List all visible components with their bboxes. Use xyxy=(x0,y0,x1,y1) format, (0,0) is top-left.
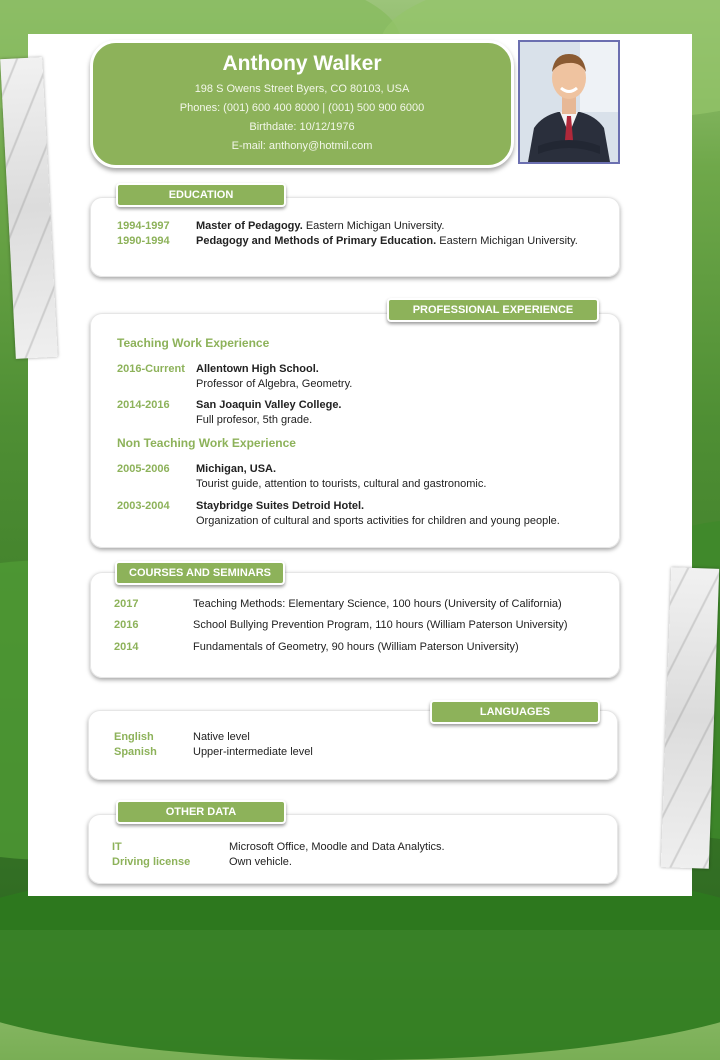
other-value: Microsoft Office, Moodle and Data Analytics. xyxy=(229,841,445,853)
education-years: 1994-1997 xyxy=(117,220,170,232)
phones: Phones: (001) 600 400 8000 | (001) 500 900 6000 xyxy=(179,102,425,114)
language-name: English xyxy=(114,731,154,743)
candidate-name: Anthony Walker xyxy=(222,52,382,75)
job-years: 2014-2016 xyxy=(117,399,170,411)
non-teaching-subtitle: Non Teaching Work Experience xyxy=(117,436,296,450)
other-key: IT xyxy=(112,841,122,853)
education-years: 1990-1994 xyxy=(117,235,170,247)
job-place: Staybridge Suites Detroid Hotel. xyxy=(196,500,365,512)
languages-title: LANGUAGES xyxy=(430,700,600,724)
email: E-mail: anthony@hotmil.com xyxy=(231,140,373,152)
other-key: Driving license xyxy=(112,856,191,868)
job-desc: Tourist guide, attention to tourists, cultural and gastronomic. xyxy=(196,478,487,490)
job-years: 2003-2004 xyxy=(117,500,170,512)
other-value: Own vehicle. xyxy=(229,856,292,868)
job-place: Allentown High School. xyxy=(196,363,319,375)
job-desc: Professor of Algebra, Geometry. xyxy=(196,378,353,390)
language-name: Spanish xyxy=(114,746,157,758)
job-desc: Full profesor, 5th grade. xyxy=(196,414,313,426)
course-year: 2017 xyxy=(114,598,139,610)
job-place: Michigan, USA. xyxy=(196,463,277,475)
course-year: 2014 xyxy=(114,641,139,653)
birthdate: Birthdate: 10/12/1976 xyxy=(249,121,355,133)
course-desc: Teaching Methods: Elementary Science, 100 hours (University of California) xyxy=(193,598,562,610)
education-entry: Master of Pedagogy. Eastern Michigan University. xyxy=(196,220,445,232)
job-place: San Joaquin Valley College. xyxy=(196,399,342,411)
profile-photo xyxy=(518,40,620,164)
job-years: 2005-2006 xyxy=(117,463,170,475)
experience-title: PROFESSIONAL EXPERIENCE xyxy=(387,298,599,322)
other-data-title: OTHER DATA xyxy=(116,800,286,824)
courses-title: COURSES AND SEMINARS xyxy=(115,561,285,585)
job-years: 2016-Current xyxy=(117,363,185,375)
education-entry: Pedagogy and Methods of Primary Education. Eastern Michigan University. xyxy=(196,235,578,247)
teaching-subtitle: Teaching Work Experience xyxy=(117,336,270,350)
language-level: Native level xyxy=(193,731,250,743)
course-desc: Fundamentals of Geometry, 90 hours (William Paterson University) xyxy=(193,641,519,653)
language-level: Upper-intermediate level xyxy=(193,746,313,758)
education-title: EDUCATION xyxy=(116,183,286,207)
address: 198 S Owens Street Byers, CO 80103, USA xyxy=(194,83,410,95)
course-desc: School Bullying Prevention Program, 110 hours (William Paterson University) xyxy=(193,619,568,631)
course-year: 2016 xyxy=(114,619,139,631)
job-desc: Organization of cultural and sports activities for children and young people. xyxy=(196,515,560,527)
contact-header xyxy=(90,40,514,168)
